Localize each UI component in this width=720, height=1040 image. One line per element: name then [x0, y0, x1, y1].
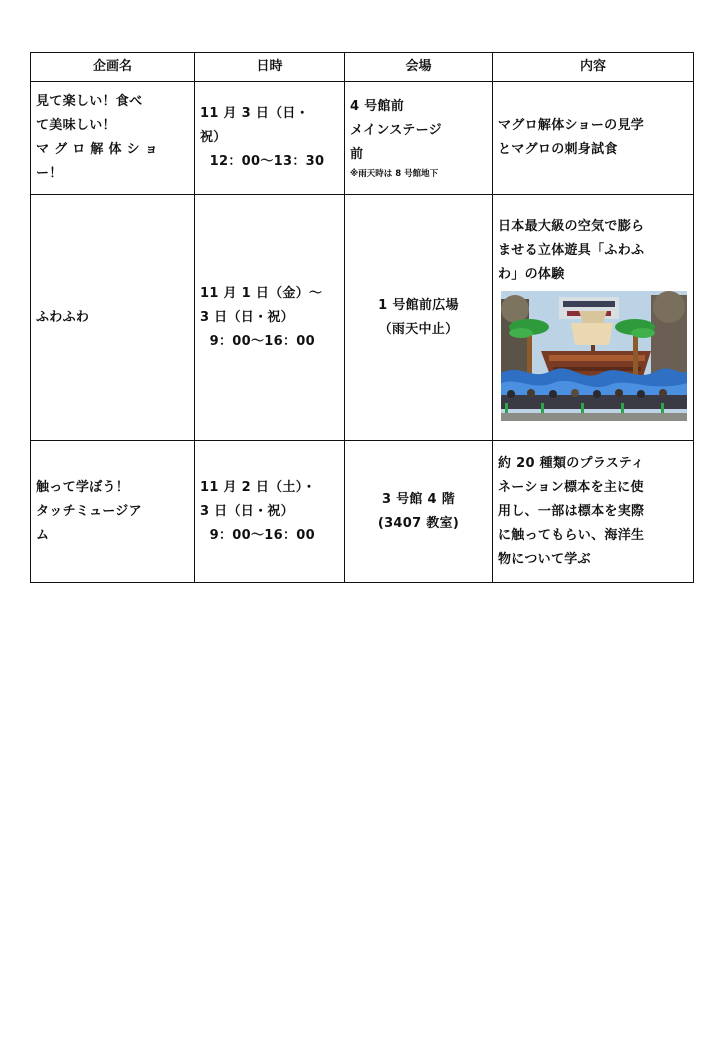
venue-line: 3 号館 4 階: [381, 491, 456, 507]
header-event-name: 企画名: [31, 53, 195, 82]
content-cell: [493, 195, 694, 441]
venue-line: メインステージ: [350, 123, 442, 138]
event-name-cell: [31, 441, 195, 583]
header-venue: 会場: [345, 53, 493, 82]
event-name-line: マ グ ロ 解 体 シ ョ: [36, 142, 159, 157]
datetime-cell: [195, 441, 345, 583]
table-row: [31, 82, 694, 195]
table-row: [31, 441, 694, 583]
event-name-line: ふわふわ: [36, 309, 90, 325]
header-content: 内容: [493, 53, 694, 82]
content-line: ネーション標本を主に使: [498, 479, 644, 495]
venue-line: 1 号館前広場: [378, 297, 459, 313]
event-name-cell: [31, 195, 195, 441]
content-cell: [493, 441, 694, 583]
content-line: とマグロの刺身試食: [498, 142, 618, 157]
datetime-cell: [195, 195, 345, 441]
venue-cell: [345, 82, 493, 195]
content-line: 用し、一部は標本を実際: [498, 503, 645, 519]
content-line: ませる立体遊具「ふわふ: [498, 242, 645, 258]
content-line: 約 20 種類のプラスティ: [498, 455, 645, 471]
event-name-line: ム: [36, 527, 50, 543]
venue-line: (3407 教室): [377, 515, 460, 531]
event-name-line: て美味しい！: [36, 118, 116, 133]
datetime-line: 11 月 1 日（金）～: [200, 285, 323, 301]
header-datetime: 日時: [195, 53, 345, 82]
venue-line: 4 号館前: [350, 99, 405, 114]
datetime-line: 9：00～16：00: [200, 333, 315, 349]
datetime-line: 11 月 2 日（土）・: [200, 479, 316, 495]
table-row: [31, 195, 694, 441]
venue-line: 前: [350, 147, 364, 162]
venue-line: （雨天中止）: [378, 321, 459, 337]
content-line: マグロ解体ショーの見学: [498, 118, 645, 133]
datetime-line: 祝）: [200, 130, 227, 145]
event-name-line: ー！: [36, 166, 63, 181]
venue-cell: [345, 195, 493, 441]
content-line: わ」の体験: [498, 266, 565, 282]
table-header-row: [31, 53, 694, 82]
datetime-line: 3 日（日・祝）: [200, 309, 294, 325]
content-line: 物について学ぶ: [498, 551, 591, 567]
inflatable-pirate-ship-photo: [501, 291, 687, 421]
venue-cell: [345, 441, 493, 583]
datetime-cell: [195, 82, 345, 195]
content-line: に触ってもらい、海洋生: [498, 527, 645, 543]
venue-rain-note: ※雨天時は 8 号館地下: [350, 169, 439, 179]
event-name-cell: [31, 82, 195, 195]
datetime-line: 3 日（日・祝）: [200, 503, 294, 519]
event-name-line: 見て楽しい！食べ: [36, 94, 143, 109]
datetime-line: 9：00～16：00: [200, 527, 315, 543]
content-cell: [493, 82, 694, 195]
datetime-line: 12：00～13：30: [200, 154, 325, 169]
event-name-line: タッチミュージア: [36, 503, 142, 519]
event-table: [30, 52, 694, 583]
content-line: 日本最大級の空気で膨ら: [498, 218, 645, 234]
datetime-line: 11 月 3 日（日・: [200, 106, 310, 121]
event-name-line: 触って学ぼう！: [36, 479, 130, 495]
